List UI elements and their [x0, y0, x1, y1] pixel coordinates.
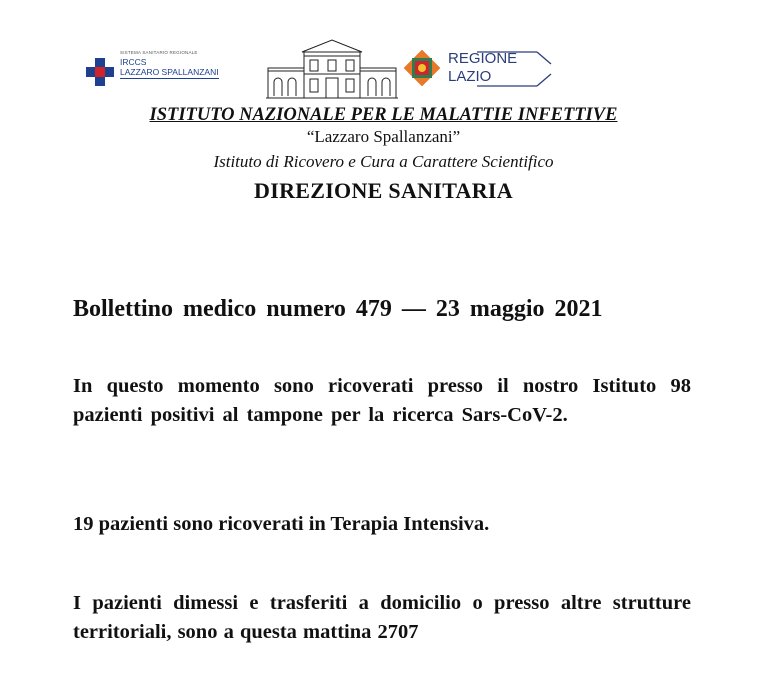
lazio-label: LAZIO [448, 68, 492, 85]
irccs-label: IRCCS [120, 57, 147, 67]
irccs-spallanzani-logo [86, 50, 219, 86]
institute-building-icon [266, 38, 398, 100]
bulletin-title: Bollettino medico numero 479 — 23 maggio 2021 [73, 296, 603, 322]
bulletin-paragraph-hospitalized: In questo momento sono ricoverati presso il nostro Istituto 98 pazienti positivi al tampone per la ricerca Sars-CoV-2. [73, 375, 691, 426]
irccs-logo-text [120, 50, 219, 79]
department-heading: DIREZIONE SANITARIA [254, 178, 513, 203]
institute-name: “Lazzaro Spallanzani” [306, 127, 461, 146]
irccs-system-label: SISTEMA SANITARIO REGIONALE [120, 50, 198, 55]
regione-lazio-text [448, 50, 517, 86]
bulletin-paragraph-intensive-care: 19 pazienti sono ricoverati in Terapia Intensiva. [73, 513, 490, 535]
spallanzani-label: LAZZARO SPALLANZANI [120, 67, 219, 77]
logo-bar [0, 38, 767, 100]
bulletin-paragraph-discharged: I pazienti dimessi e trasferiti a domicilio o presso altre strutture territoriali, sono a questa mattina 2707 [73, 592, 691, 643]
regione-lazio-logo [404, 48, 557, 88]
institute-heading: ISTITUTO NAZIONALE PER LE MALATTIE INFETTIVE [149, 105, 618, 125]
regione-label: REGIONE [448, 50, 518, 67]
institute-subtitle: Istituto di Ricovero e Cura a Carattere Scientifico [213, 152, 554, 171]
regione-lazio-emblem-icon [404, 50, 440, 86]
red-cross-icon [86, 58, 114, 86]
